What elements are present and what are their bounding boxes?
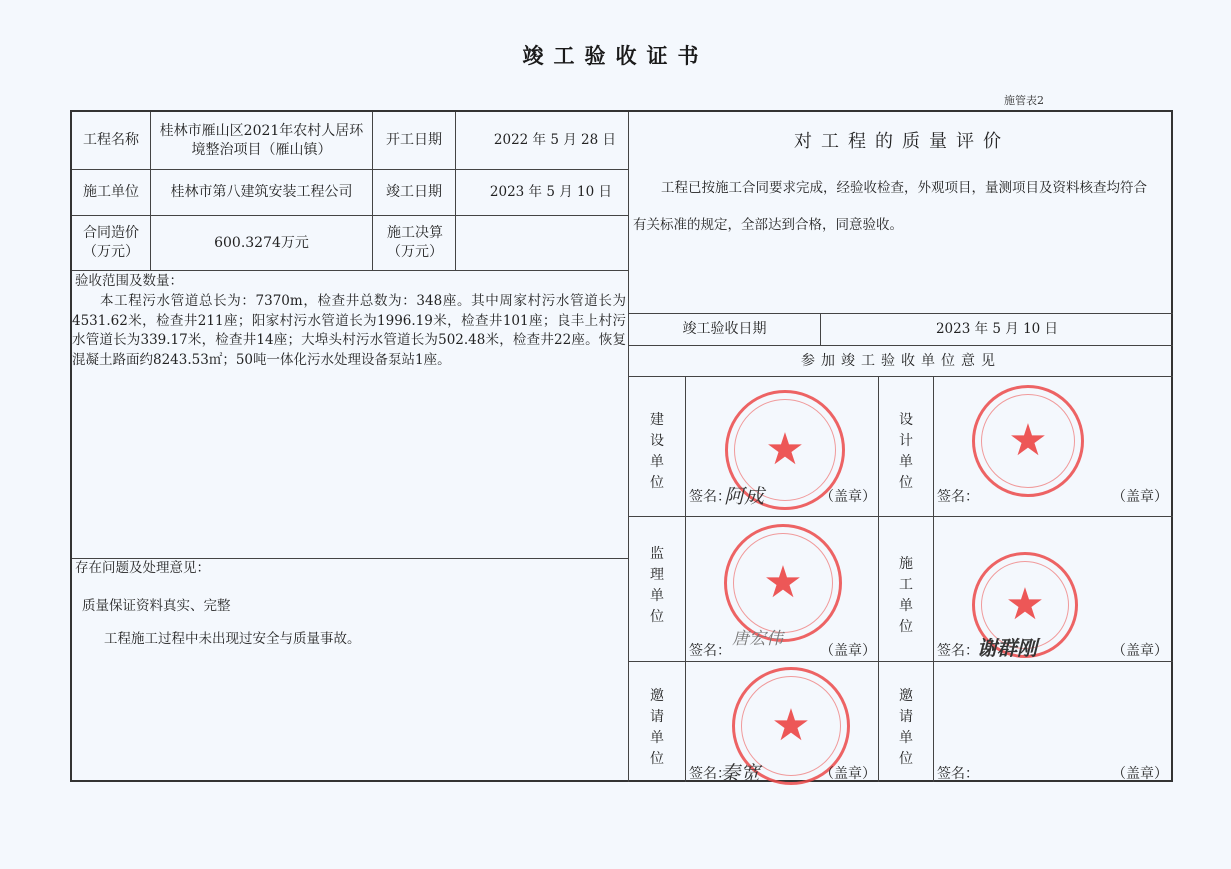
units-title: 参加竣工验收单位意见 (801, 352, 1001, 369)
quality-title: 对工程的质量评价 (794, 130, 1010, 152)
star-icon: ★ (763, 557, 803, 608)
contract-price-value: 600.3274万元 (214, 234, 309, 251)
seal-label: （盖章） (820, 643, 876, 659)
completion-date-value: 2023 年 5 月 10 日 (489, 184, 612, 200)
divider (628, 661, 1173, 662)
seal-label: （盖章） (820, 489, 876, 505)
seal-label: （盖章） (1112, 643, 1168, 659)
unit-label-supervision: 监理单位 (650, 546, 664, 625)
signature: 阿成 (724, 484, 764, 508)
divider (72, 270, 628, 271)
final-account-value (456, 216, 628, 270)
divider (933, 376, 934, 782)
seal-label: （盖章） (820, 766, 876, 782)
signature: 谢群刚 (977, 636, 1037, 660)
unit-label-contractor: 施工单位 (899, 556, 913, 635)
completion-date-label: 竣工日期 (386, 184, 442, 200)
form-number: 施管表2 (1004, 94, 1044, 107)
acceptance-date-label: 竣工验收日期 (682, 321, 767, 337)
quality-text: 工程已按施工合同要求完成，经验收检查，外观项目，量测项目及资料核查均符合有关标准的规定，全部达到合格，同意验收。 (633, 180, 1147, 233)
sign-label: 签名： (937, 489, 979, 505)
unit-label-invited-1: 邀请单位 (650, 688, 664, 767)
issues-line-1: 质量保证资料真实、完整 (82, 598, 231, 614)
divider (878, 376, 879, 782)
project-name-label: 工程名称 (83, 132, 139, 148)
star-icon: ★ (771, 700, 811, 751)
unit-label-construction-owner: 建设单位 (650, 412, 664, 491)
star-icon: ★ (1005, 579, 1045, 630)
divider (628, 516, 1173, 517)
star-icon: ★ (1008, 415, 1048, 466)
final-account-label: 施工决算（万元） (387, 225, 443, 260)
divider (685, 376, 686, 782)
divider (628, 376, 1173, 377)
issues-line-2: 工程施工过程中未出现过安全与质量事故。 (104, 631, 361, 647)
sign-label: 签名： (937, 766, 979, 782)
signature: 秦宽 (720, 761, 760, 785)
signature: 唐宏伟 (732, 629, 783, 649)
sign-label: 签名： (937, 643, 979, 659)
document-title: 竣工验收证书 (522, 44, 709, 68)
star-icon: ★ (765, 424, 805, 475)
unit-label-design: 设计单位 (899, 412, 913, 491)
sign-label: 签名： (689, 643, 731, 659)
contract-price-label: 合同造价（万元） (83, 225, 139, 260)
contractor-value: 桂林市第八建筑安装工程公司 (170, 184, 353, 200)
start-date-value: 2022 年 5 月 28 日 (493, 132, 616, 148)
seal-label: （盖章） (1112, 766, 1168, 782)
seal-design (972, 385, 1084, 497)
issues-label: 存在问题及处理意见： (75, 560, 210, 576)
acceptance-date-value: 2023 年 5 月 10 日 (935, 321, 1059, 337)
sign-label: 签名： (689, 489, 731, 505)
contractor-label: 施工单位 (83, 184, 139, 200)
scope-text: 本工程污水管道总长为：7370m，检查井总数为：348座。其中周家村污水管道长为4531.62米，检查井211座；阳家村污水管道长为1996.19米，检查井101座；良丰上村污水管道长为339.17米，检查井14座；大埠头村污水管道长为502.48米，检查井22座。恢复混凝土路面约8243.53㎡；50吨一体化污水处理设备泵站1座。 (72, 293, 626, 368)
start-date-label: 开工日期 (386, 132, 442, 148)
project-name-value: 桂林市雁山区2021年农村人居环境整治项目（雁山镇） (159, 122, 364, 158)
sign-label: 签名： (689, 766, 731, 782)
certificate-table (70, 110, 1173, 785)
seal-label: （盖章） (1112, 489, 1168, 505)
divider (628, 112, 629, 782)
unit-label-invited-2: 邀请单位 (899, 688, 913, 767)
scope-label: 验收范围及数量： (75, 273, 183, 289)
